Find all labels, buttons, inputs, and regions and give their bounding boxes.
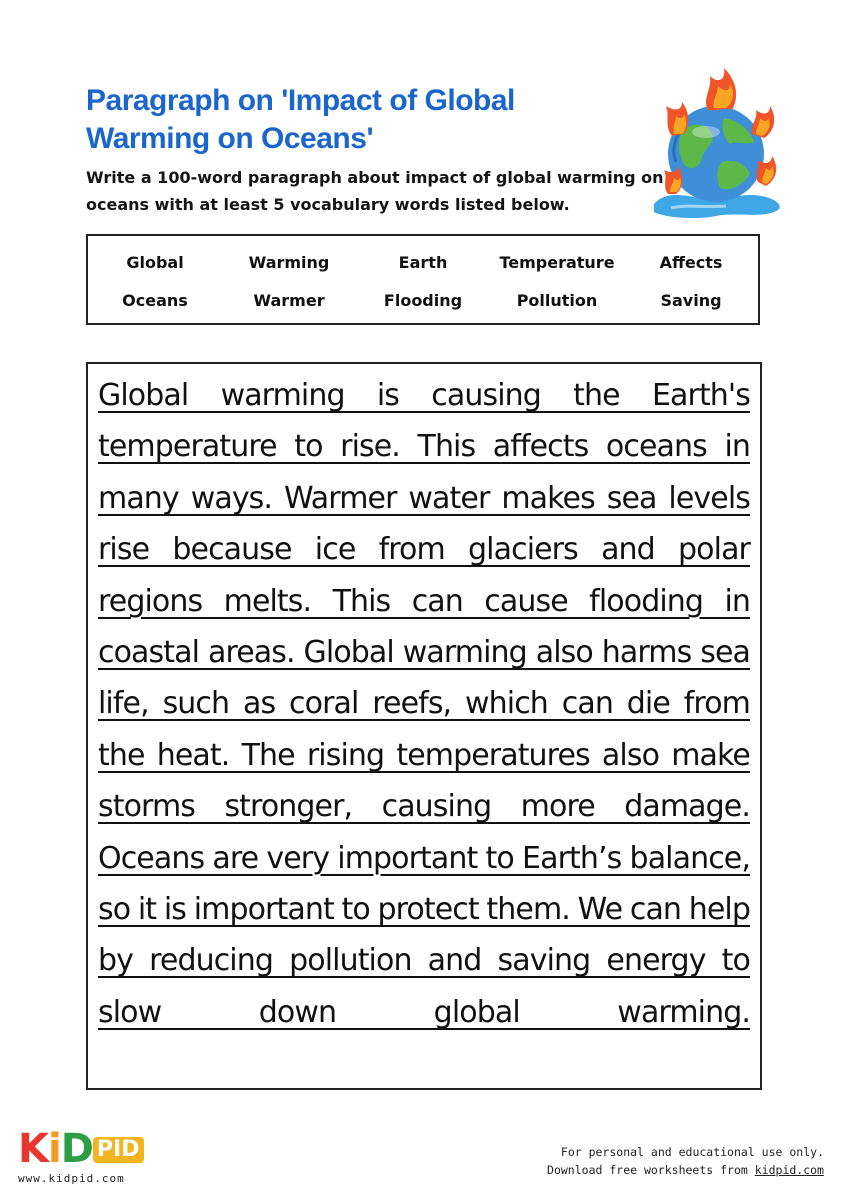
worksheet-instructions: Write a 100-word paragraph about impact of global warming on oceans with at least 5 vocabulary words listed below. <box>86 168 664 214</box>
logo-pid-badge: PID <box>93 1137 144 1163</box>
vocab-word: Pollution <box>516 291 598 310</box>
logo-url: www.kidpid.com <box>18 1172 125 1185</box>
vocab-word: Oceans <box>122 291 188 310</box>
footer-download-line <box>547 1161 824 1179</box>
footer-usage-line: For personal and educational use only. <box>560 1145 824 1159</box>
vocab-word: Flooding <box>383 291 463 310</box>
vocab-word: Warmer <box>253 291 325 310</box>
logo-letter-i: i <box>48 1126 61 1172</box>
logo-wordmark <box>18 1128 158 1170</box>
footer-download-prefix: Download free worksheets from <box>547 1163 755 1177</box>
logo-letter-d: D <box>60 1126 93 1172</box>
vocab-word: Affects <box>659 253 723 272</box>
paragraph-box <box>86 362 762 1090</box>
vocabulary-box <box>86 234 760 325</box>
vocabulary-grid <box>88 236 758 320</box>
logo-letter-k: K <box>18 1126 48 1172</box>
worksheet-title: Paragraph on 'Impact of Global Warming on Oceans' <box>86 84 515 155</box>
kidpid-logo[interactable] <box>18 1128 158 1188</box>
vocab-word: Warming <box>248 253 330 272</box>
vocab-word: Earth <box>398 253 448 272</box>
vocab-word: Saving <box>660 291 722 310</box>
vocab-word: Temperature <box>499 253 615 272</box>
vocab-word: Global <box>126 253 184 272</box>
paragraph-text: Global warming is causing the Earth's temperature to rise. This affects oceans in many ways. Warmer water makes sea levels rise because ice from glaciers and polar regions melts. This can cause flooding in coastal areas. Global warming also harms sea life, such as coral reefs, which can die from the heat. The rising temperatures also make storms stronger, causing more damage. Oceans are very important to Earth’s balance, so it is important to protect them. We can help by reducing pollution and saving energy to slow down global warming. <box>98 378 750 1030</box>
burning-earth-icon <box>646 62 788 222</box>
footer-kidpid-link[interactable]: kidpid.com <box>754 1163 824 1177</box>
footer-note <box>547 1143 824 1179</box>
